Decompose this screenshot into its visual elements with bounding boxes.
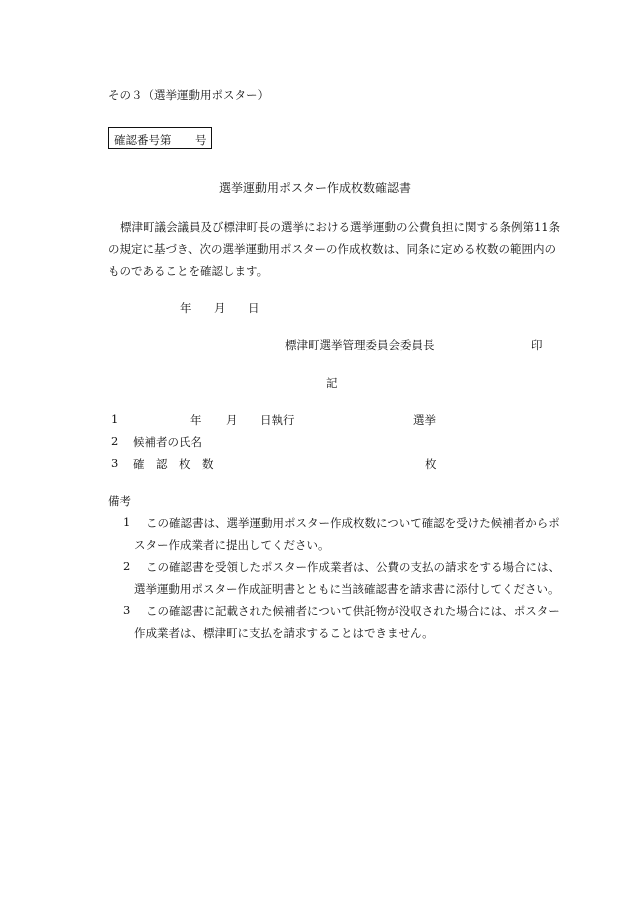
note-3-line-1: この確認書に記載された候補者について供託物が没収された場合には、ポスター bbox=[146, 604, 560, 618]
body-line-2: の規定に基づき、次の選挙運動用ポスターの作成枚数は、同条に定める枚数の範囲内の bbox=[108, 242, 557, 256]
item-3-unit: 枚 bbox=[425, 457, 437, 471]
note-1-number: 1 bbox=[123, 515, 131, 529]
date-year: 年 bbox=[180, 301, 192, 315]
ki-heading: 記 bbox=[326, 376, 338, 390]
body-line-3: ものであることを確認します。 bbox=[108, 264, 269, 278]
item-3-number: 3 bbox=[111, 456, 119, 470]
date-month: 月 bbox=[214, 301, 226, 315]
note-2-line-1: この確認書を受領したポスター作成業者は、公費の支払の請求をする場合には、 bbox=[146, 560, 560, 574]
body-line-1: 標津町議会議員及び標津町長の選挙における選挙運動の公費負担に関する条例第11条 bbox=[120, 220, 561, 234]
item-1-month: 月 bbox=[226, 413, 238, 427]
document-title: 選挙運動用ポスター作成枚数確認書 bbox=[218, 181, 411, 195]
form-number: その３（選挙運動用ポスター） bbox=[108, 88, 269, 102]
notes-heading: 備考 bbox=[108, 494, 131, 508]
confirmation-number-label: 確認番号第 bbox=[114, 133, 172, 147]
note-1-line-1: この確認書は、選挙運動用ポスター作成枚数について確認を受けた候補者からポ bbox=[146, 516, 560, 530]
issuer-name: 標津町選挙管理委員会委員長 bbox=[285, 338, 435, 352]
item-1-election: 選挙 bbox=[413, 413, 436, 427]
confirmation-number-box bbox=[108, 127, 212, 149]
item-2-label: 候補者の氏名 bbox=[133, 435, 202, 449]
confirmation-number-suffix: 号 bbox=[195, 133, 207, 147]
note-3-line-2: 作成業者は、標津町に支払を請求することはできません。 bbox=[134, 626, 434, 640]
note-3-number: 3 bbox=[123, 603, 131, 617]
item-2-number: 2 bbox=[111, 434, 119, 448]
seal-mark: 印 bbox=[531, 338, 543, 352]
note-1-line-2: スター作成業者に提出してください。 bbox=[134, 538, 330, 552]
item-1-number: 1 bbox=[111, 412, 119, 426]
item-3-label: 確 認 枚 数 bbox=[133, 457, 214, 471]
item-1-day-exec: 日執行 bbox=[260, 413, 295, 427]
note-2-number: 2 bbox=[123, 559, 131, 573]
item-1-year: 年 bbox=[190, 413, 202, 427]
note-2-line-2: 選挙運動用ポスター作成証明書とともに当該確認書を請求書に添付してください。 bbox=[134, 582, 560, 596]
date-day: 日 bbox=[248, 301, 260, 315]
